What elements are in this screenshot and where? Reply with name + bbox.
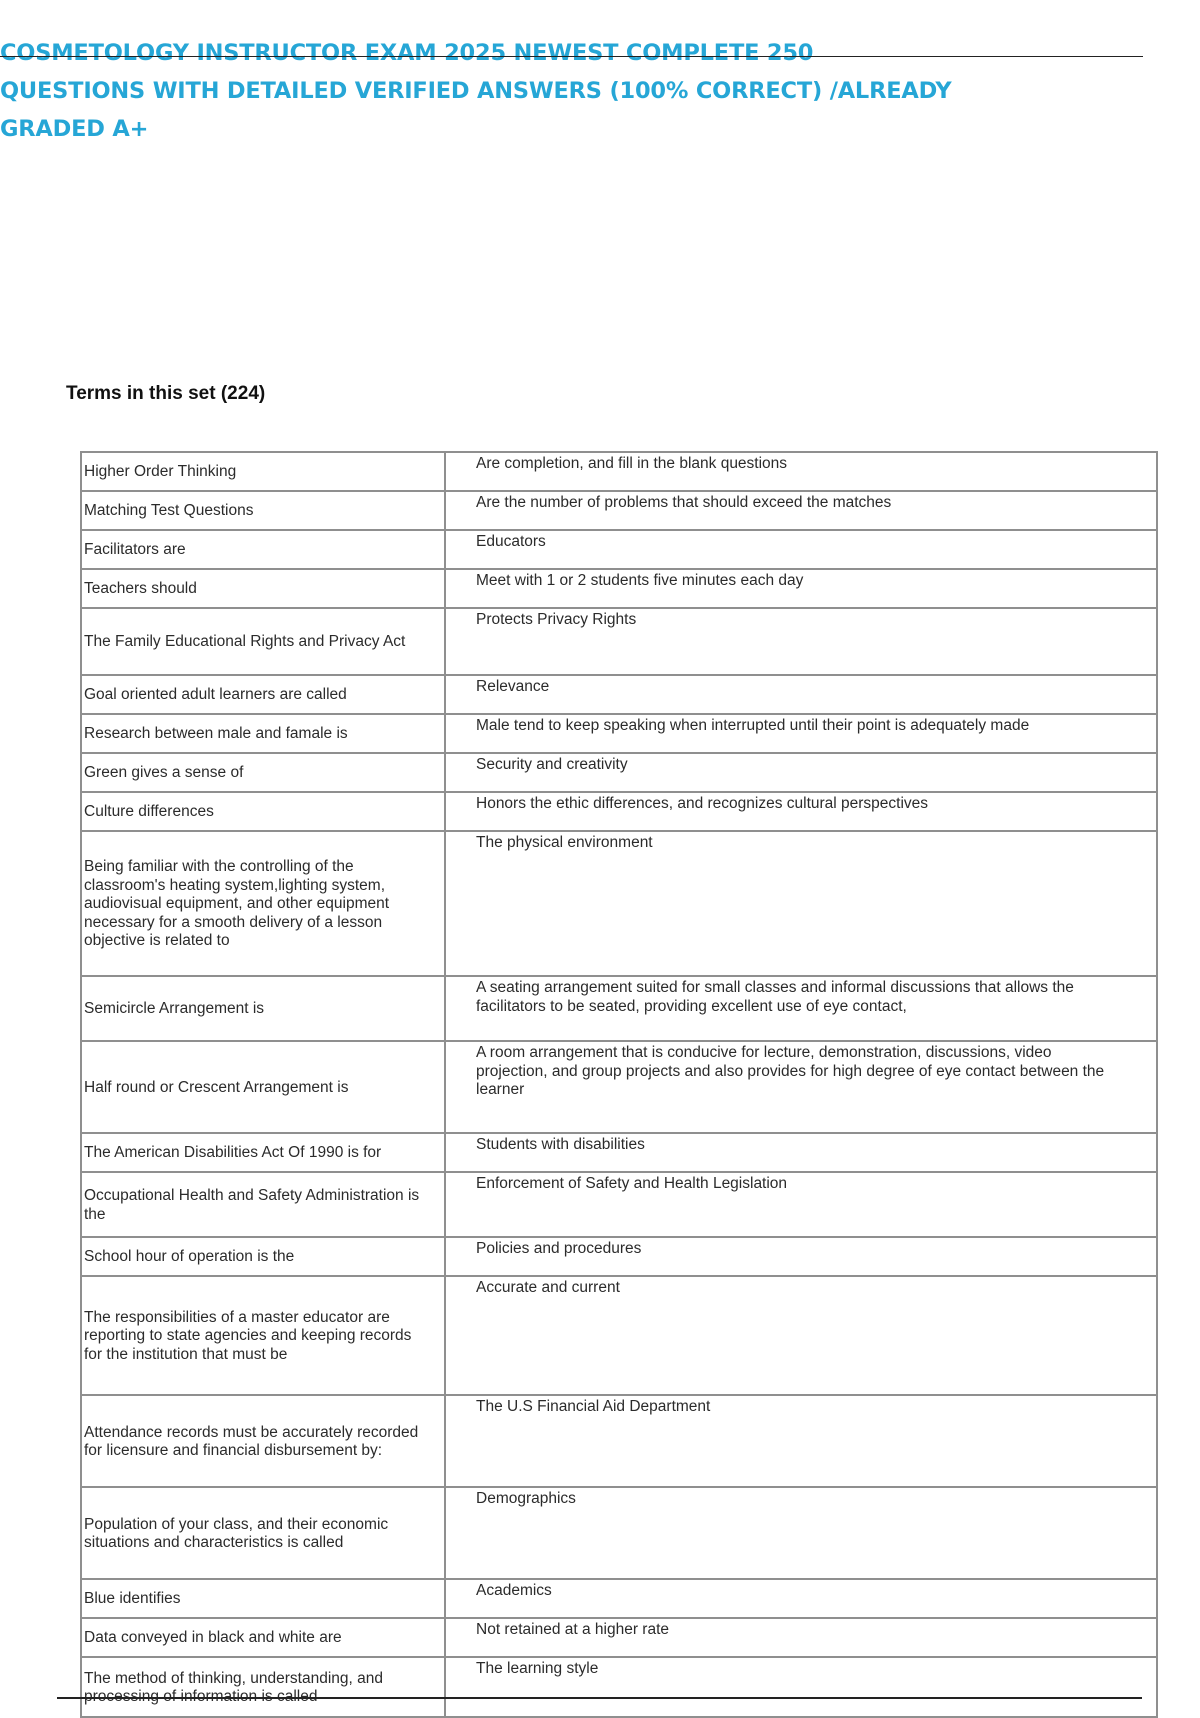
table-row (81, 753, 1157, 792)
definition-cell: Policies and procedures (445, 1237, 1157, 1276)
table-row (81, 530, 1157, 569)
definition-cell: The U.S Financial Aid Department (445, 1395, 1157, 1487)
table-row (81, 675, 1157, 714)
term-cell: School hour of operation is the (81, 1237, 445, 1276)
table-row (81, 1618, 1157, 1657)
table-row (81, 491, 1157, 530)
definition-cell: A seating arrangement suited for small classes and informal discussions that allows the facilitators to be seated, providing excellent use of eye contact, (445, 976, 1157, 1041)
title-line-1: COSMETOLOGY INSTRUCTOR EXAM 2025 NEWEST COMPLETE 250 (0, 40, 814, 66)
term-cell: Research between male and famale is (81, 714, 445, 753)
definition-cell: Meet with 1 or 2 students five minutes each day (445, 569, 1157, 608)
definition-cell: Not retained at a higher rate (445, 1618, 1157, 1657)
term-cell: Attendance records must be accurately recorded for licensure and financial disbursement by: (81, 1395, 445, 1487)
terms-table (80, 451, 1158, 1718)
definition-cell: Students with disabilities (445, 1133, 1157, 1172)
term-cell: Occupational Health and Safety Administration is the (81, 1172, 445, 1237)
term-cell: Data conveyed in black and white are (81, 1618, 445, 1657)
terms-heading: Terms in this set (224) (66, 383, 266, 404)
term-cell: The responsibilities of a master educator are reporting to state agencies and keeping records for the institution that must be (81, 1276, 445, 1395)
title-underline (0, 56, 1143, 57)
table-row (81, 452, 1157, 491)
title-line-3: GRADED A+ (0, 116, 149, 142)
term-cell: The Family Educational Rights and Privacy Act (81, 608, 445, 675)
page-bottom-rule (57, 1697, 1142, 1699)
definition-cell: Male tend to keep speaking when interrupted until their point is adequately made (445, 714, 1157, 753)
definition-cell: Accurate and current (445, 1276, 1157, 1395)
term-cell: Matching Test Questions (81, 491, 445, 530)
definition-cell: Enforcement of Safety and Health Legislation (445, 1172, 1157, 1237)
definition-cell: The learning style (445, 1657, 1157, 1717)
definition-cell: Security and creativity (445, 753, 1157, 792)
term-cell: Facilitators are (81, 530, 445, 569)
definition-cell: Protects Privacy Rights (445, 608, 1157, 675)
term-cell: Culture differences (81, 792, 445, 831)
table-row (81, 1133, 1157, 1172)
term-cell: Green gives a sense of (81, 753, 445, 792)
table-row (81, 1041, 1157, 1133)
table-row (81, 976, 1157, 1041)
title-line-2: QUESTIONS WITH DETAILED VERIFIED ANSWERS (100% CORRECT) /ALREADY (0, 78, 952, 104)
definition-cell: Demographics (445, 1487, 1157, 1579)
term-cell: The method of thinking, understanding, and processing of information is called (81, 1657, 445, 1717)
definition-cell: Academics (445, 1579, 1157, 1618)
term-cell: Goal oriented adult learners are called (81, 675, 445, 714)
definition-cell: Honors the ethic differences, and recognizes cultural perspectives (445, 792, 1157, 831)
term-cell: Blue identifies (81, 1579, 445, 1618)
definition-cell: Are the number of problems that should exceed the matches (445, 491, 1157, 530)
definition-cell: The physical environment (445, 831, 1157, 976)
definition-cell: Educators (445, 530, 1157, 569)
table-row (81, 831, 1157, 976)
definition-cell: Are completion, and fill in the blank questions (445, 452, 1157, 491)
term-cell: Teachers should (81, 569, 445, 608)
table-row (81, 569, 1157, 608)
definition-cell: A room arrangement that is conducive for lecture, demonstration, discussions, video projection, and group projects and also provides for high degree of eye contact between the learner (445, 1041, 1157, 1133)
table-row (81, 1395, 1157, 1487)
table-row (81, 1237, 1157, 1276)
table-row (81, 714, 1157, 753)
table-row (81, 1487, 1157, 1579)
definition-cell: Relevance (445, 675, 1157, 714)
table-row (81, 1579, 1157, 1618)
term-cell: Half round or Crescent Arrangement is (81, 1041, 445, 1133)
table-row (81, 1276, 1157, 1395)
table-row (81, 608, 1157, 675)
term-cell: Semicircle Arrangement is (81, 976, 445, 1041)
table-row (81, 1172, 1157, 1237)
term-cell: Being familiar with the controlling of the classroom's heating system,lighting system, audiovisual equipment, and other equipment necessary for a smooth delivery of a lesson objective is related to (81, 831, 445, 976)
term-cell: Higher Order Thinking (81, 452, 445, 491)
term-cell: The American Disabilities Act Of 1990 is for (81, 1133, 445, 1172)
table-row (81, 1657, 1157, 1717)
table-row (81, 792, 1157, 831)
document-title (0, 34, 1145, 148)
term-cell: Population of your class, and their economic situations and characteristics is called (81, 1487, 445, 1579)
